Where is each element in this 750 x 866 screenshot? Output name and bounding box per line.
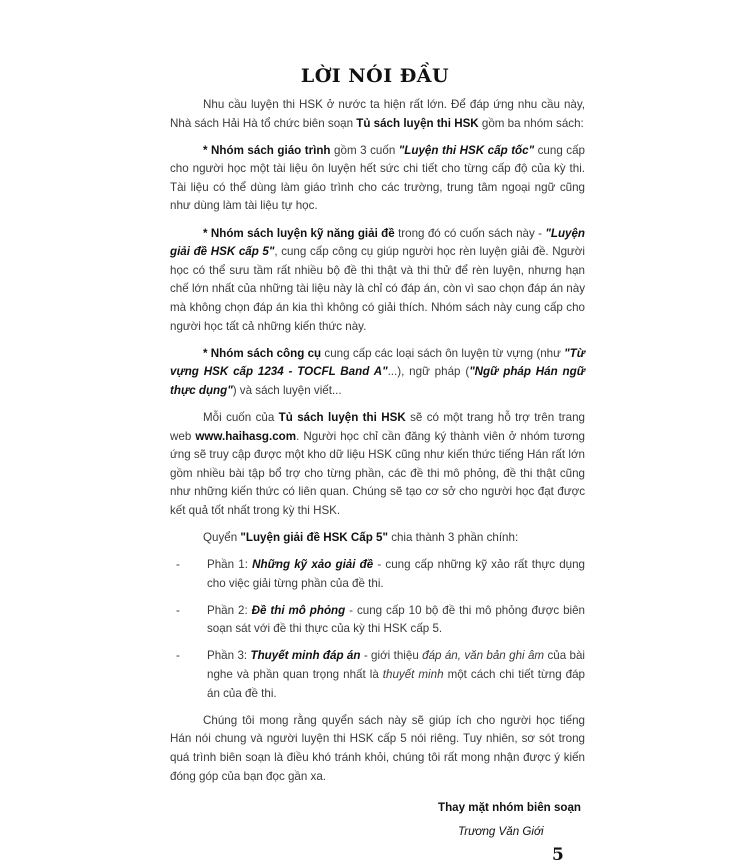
paragraph [170, 529, 585, 548]
text-run: một cách chi tiết từng đáp án của đề thi. [207, 668, 586, 700]
emphasis-text: "Ngữ pháp Hán ngữ thực dụng" [170, 365, 585, 397]
signature-role: Thay mặt nhóm biên soạn [438, 801, 582, 815]
emphasis-text: Tủ sách luyện thi HSK [278, 410, 406, 424]
text-run: . Người học chỉ cần đăng ký thành viên ở nhóm tương ứng sẽ truy cập được một kho dữ liệu HSK cũng như kiến thức tiếng Hán rất lớn gồm nhiều bài tập bổ trợ cho từng phần, các đề thi mô phỏng, đề thi thật cũng như những kiến thức có liên quan. Chúng sẽ tạo cơ sở cho người học đạt được kết quả tốt nhất trong kỳ thi HSK. [170, 429, 585, 517]
text-run: Mỗi cuốn của [203, 410, 279, 424]
paragraph [170, 712, 585, 786]
text-run: gồm ba nhóm sách: [478, 116, 584, 130]
emphasis-text: * Nhóm sách giáo trình [203, 143, 331, 157]
paragraph [170, 142, 585, 216]
signature-name: Trương Văn Giới [458, 825, 544, 839]
text-run: Nhu cầu luyện thi HSK ở nước ta hiện rất lớn. Để đáp ứng nhu cầu này, Nhà sách Hải Hà tổ chức biên soạn [170, 98, 585, 130]
page-number: 5 [552, 845, 564, 866]
text-run: - cung cấp 10 bộ đề thi mô phỏng được biên soạn sát với đề thi thực của kỳ thi HSK cấp 5. [207, 603, 585, 636]
emphasis-text: Những kỹ xảo giải đề [252, 558, 374, 572]
text-run: cung cấp cho người học một tài liệu ôn luyện hết sức chi tiết cho từng cấp độ của kỳ thi. Tài liệu có thể dùng làm giáo trình cho các trường, trung tâm ngoại ngữ cũng như dùng làm tài liệu tự học. [170, 143, 585, 213]
text-run: chia thành 3 phần chính: [387, 530, 519, 544]
emphasis-text: đáp án, văn bản ghi âm [422, 649, 545, 663]
page-content [170, 96, 585, 866]
list-item [170, 556, 585, 593]
text-run: - giới thiệu [360, 649, 423, 663]
text-run: sẽ có một trang hỗ trợ trên trang web [170, 410, 585, 443]
text-run: Quyển [203, 530, 241, 544]
parts-list [170, 556, 585, 703]
text-run: , cung cấp công cụ giúp người học rèn luyện giải đề. Người học có thể sưu tầm rất nhiều bộ đề thi thật và thi thử để rèn luyện, nhưng hạn chế lớn nhất của những tài liệu này là chỉ có đáp án, còn vì sao chọn đáp án này mà không chọn đáp án kia thì không có giải thích. Nhóm sách này cung cấp cho người học tất cả những kiến thức này. [170, 245, 585, 333]
emphasis-text: "Luyện giải đề HSK cấp 5" [170, 226, 585, 259]
emphasis-text: "Luyện thi HSK cấp tốc" [398, 143, 535, 157]
list-marker: - [176, 558, 180, 572]
list-item [170, 602, 585, 639]
emphasis-text: "Từ vựng HSK cấp 1234 - TOCFL Band A" [170, 346, 586, 379]
emphasis-text: Thuyết minh đáp án [250, 649, 361, 663]
list-marker: - [176, 603, 180, 617]
text-run: trong đó có cuốn sách này - [394, 226, 546, 240]
text-run: - cung cấp những kỹ xảo rất thực dụng cho việc giải từng phần của đề thi. [207, 558, 585, 590]
emphasis-text: Tủ sách luyện thi HSK [356, 116, 479, 130]
paragraph [170, 409, 585, 521]
list-marker: - [176, 649, 180, 663]
text-run: ) và sách luyện viết... [232, 383, 342, 397]
emphasis-text: * Nhóm sách luyện kỹ năng giải đề [203, 226, 395, 240]
text-run: của bài nghe và phần quan trọng nhất là [207, 649, 585, 682]
page-title: LỜI NÓI ĐẦU [300, 65, 450, 87]
paragraph [170, 345, 585, 401]
text-run: Phần 2: [207, 603, 252, 617]
emphasis-text: "Luyện giải đề HSK Cấp 5" [240, 530, 388, 544]
text-run: Chúng tôi mong rằng quyển sách này sẽ giúp ích cho người học tiếng Hán nói chung và người luyện thi HSK cấp 5 nói riêng. Tuy nhiên, sơ sót trong quá trình biên soạn là điều khó tránh khỏi, chúng tôi rất mong nhận được ý kiến đóng góp của bạn đọc gần xa. [170, 713, 585, 783]
paragraph [170, 96, 585, 133]
emphasis-text: Đề thi mô phỏng [251, 603, 346, 617]
text-run: Phần 3: [207, 649, 251, 663]
text-run: Phần 1: [207, 558, 253, 572]
emphasis-text: www.haihasg.com [195, 429, 297, 443]
preface-body [170, 96, 585, 786]
text-run: cung cấp các loại sách ôn luyện từ vựng (như [321, 346, 565, 360]
paragraph [170, 225, 585, 337]
closing-paragraphs [170, 712, 585, 786]
emphasis-text: thuyết minh [382, 668, 444, 682]
text-run: gồm 3 cuốn [330, 143, 399, 157]
emphasis-text: * Nhóm sách công cụ [203, 346, 322, 360]
list-item [170, 647, 585, 703]
intro-paragraphs [170, 96, 585, 548]
text-run: ...), ngữ pháp ( [387, 365, 470, 379]
